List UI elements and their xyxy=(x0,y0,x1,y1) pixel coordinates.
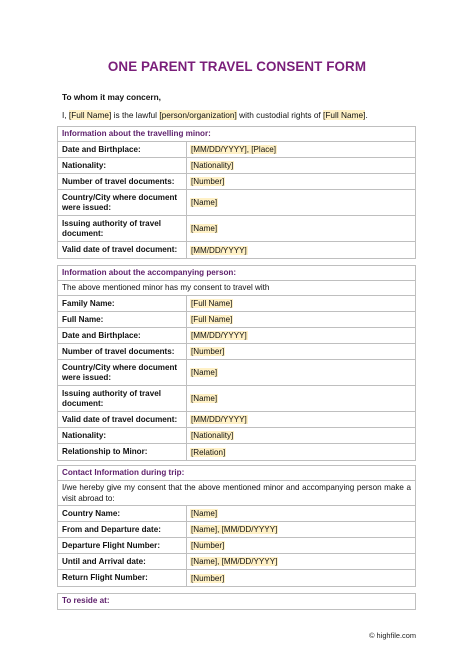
row-label: Departure Flight Number: xyxy=(58,538,187,553)
row-value-field[interactable]: [Number] xyxy=(191,177,225,186)
table-row xyxy=(58,174,415,190)
table-row xyxy=(58,142,415,158)
row-value-field[interactable]: [Name] xyxy=(191,368,218,377)
row-label: Nationality: xyxy=(58,158,187,173)
row-value-cell xyxy=(187,158,415,173)
row-label: Valid date of travel document: xyxy=(58,242,187,258)
greeting: To whom it may concern, xyxy=(62,92,161,102)
form-title: ONE PARENT TRAVEL CONSENT FORM xyxy=(107,59,367,74)
row-label: Number of travel documents: xyxy=(58,174,187,189)
contact-info-section xyxy=(57,465,416,587)
intro-text-4: . xyxy=(365,110,368,120)
table-row xyxy=(58,538,415,554)
row-value-field[interactable]: [Name] xyxy=(191,198,218,207)
row-value-cell xyxy=(187,506,415,521)
accompanying-info-heading: Information about the accompanying person: xyxy=(58,266,415,281)
row-label: Until and Arrival date: xyxy=(58,554,187,569)
reside-heading: To reside at: xyxy=(62,596,110,605)
row-value-field[interactable]: [Full Name] xyxy=(191,299,233,308)
row-value-field[interactable]: [MM/DD/YYYY] xyxy=(191,331,247,340)
parent-name-field[interactable]: [Full Name] xyxy=(68,110,112,120)
row-value-cell xyxy=(187,312,415,327)
row-value-cell xyxy=(187,538,415,553)
contact-note: I/we hereby give my consent that the above mentioned minor and accompanying person make a visit abroad to: xyxy=(58,481,415,506)
row-value-field[interactable]: [Number] xyxy=(191,347,225,356)
row-label: Valid date of travel document: xyxy=(58,412,187,427)
row-value-field[interactable]: [Name], [MM/DD/YYYY] xyxy=(191,557,278,566)
table-row xyxy=(58,554,415,570)
row-value-field[interactable]: [Name] xyxy=(191,394,218,403)
row-label: Date and Birthplace: xyxy=(58,142,187,157)
row-value-field[interactable]: [Name] xyxy=(191,224,218,233)
row-value-cell xyxy=(187,412,415,427)
intro-text-3: with custodial rights of xyxy=(236,110,324,120)
row-value-cell xyxy=(187,386,415,411)
row-label: Issuing authority of travel document: xyxy=(58,216,187,241)
row-label: Family Name: xyxy=(58,296,187,311)
intro-text-1: I, xyxy=(62,110,69,120)
row-label: Relationship to Minor: xyxy=(58,444,187,460)
row-label: Issuing authority of travel document: xyxy=(58,386,187,411)
table-row xyxy=(58,570,415,586)
table-row xyxy=(58,190,415,216)
table-row xyxy=(58,444,415,460)
row-value-field[interactable]: [Full Name] xyxy=(191,315,233,324)
row-value-field[interactable]: [MM/DD/YYYY], [Place] xyxy=(191,145,277,154)
row-value-cell xyxy=(187,444,415,460)
reside-section xyxy=(57,593,416,610)
table-row xyxy=(58,328,415,344)
row-value-cell xyxy=(187,554,415,569)
table-row xyxy=(58,428,415,444)
row-value-cell xyxy=(187,216,415,241)
row-label: Full Name: xyxy=(58,312,187,327)
table-row xyxy=(58,344,415,360)
row-value-field[interactable]: [Name], [MM/DD/YYYY] xyxy=(191,525,278,534)
row-value-field[interactable]: [Name] xyxy=(191,509,218,518)
table-row xyxy=(58,360,415,386)
row-value-cell xyxy=(187,242,415,258)
row-label: Return Flight Number: xyxy=(58,570,187,586)
row-label: Number of travel documents: xyxy=(58,344,187,359)
footer-credit: © highfile.com xyxy=(369,631,416,640)
row-value-cell xyxy=(187,190,415,215)
relationship-field[interactable]: [person/organization] xyxy=(159,110,237,120)
minor-name-field[interactable]: [Full Name] xyxy=(323,110,366,120)
accompanying-note: The above mentioned minor has my consent to travel with xyxy=(58,281,415,296)
row-value-cell xyxy=(187,344,415,359)
contact-info-heading: Contact Information during trip: xyxy=(58,466,415,481)
row-label: Country Name: xyxy=(58,506,187,521)
row-value-field[interactable]: [Number] xyxy=(191,541,225,550)
row-label: Nationality: xyxy=(58,428,187,443)
table-row xyxy=(58,506,415,522)
row-label: From and Departure date: xyxy=(58,522,187,537)
intro-text-2: is the lawful xyxy=(111,110,160,120)
row-label: Country/City where document were issued: xyxy=(58,360,187,385)
table-row xyxy=(58,312,415,328)
table-row xyxy=(58,412,415,428)
row-value-cell xyxy=(187,174,415,189)
row-value-cell xyxy=(187,142,415,157)
row-value-field[interactable]: [Relation] xyxy=(191,447,226,457)
row-value-cell xyxy=(187,570,415,586)
table-row xyxy=(58,216,415,242)
accompanying-info-section xyxy=(57,265,416,461)
row-value-field[interactable]: [MM/DD/YYYY] xyxy=(191,415,247,424)
row-value-cell xyxy=(187,328,415,343)
row-value-cell xyxy=(187,522,415,537)
intro-sentence xyxy=(62,110,368,120)
table-row xyxy=(58,386,415,412)
row-label: Country/City where document were issued: xyxy=(58,190,187,215)
minor-info-section xyxy=(57,126,416,259)
table-row xyxy=(58,242,415,258)
row-value-field[interactable]: [Number] xyxy=(191,573,225,583)
row-value-cell xyxy=(187,428,415,443)
table-row xyxy=(58,522,415,538)
row-value-cell xyxy=(187,360,415,385)
table-row xyxy=(58,158,415,174)
row-label: Date and Birthplace: xyxy=(58,328,187,343)
table-row xyxy=(58,296,415,312)
row-value-field[interactable]: [Nationality] xyxy=(191,161,234,170)
row-value-field[interactable]: [MM/DD/YYYY] xyxy=(191,245,247,255)
row-value-cell xyxy=(187,296,415,311)
row-value-field[interactable]: [Nationality] xyxy=(191,431,234,440)
minor-info-heading: Information about the travelling minor: xyxy=(58,127,415,142)
